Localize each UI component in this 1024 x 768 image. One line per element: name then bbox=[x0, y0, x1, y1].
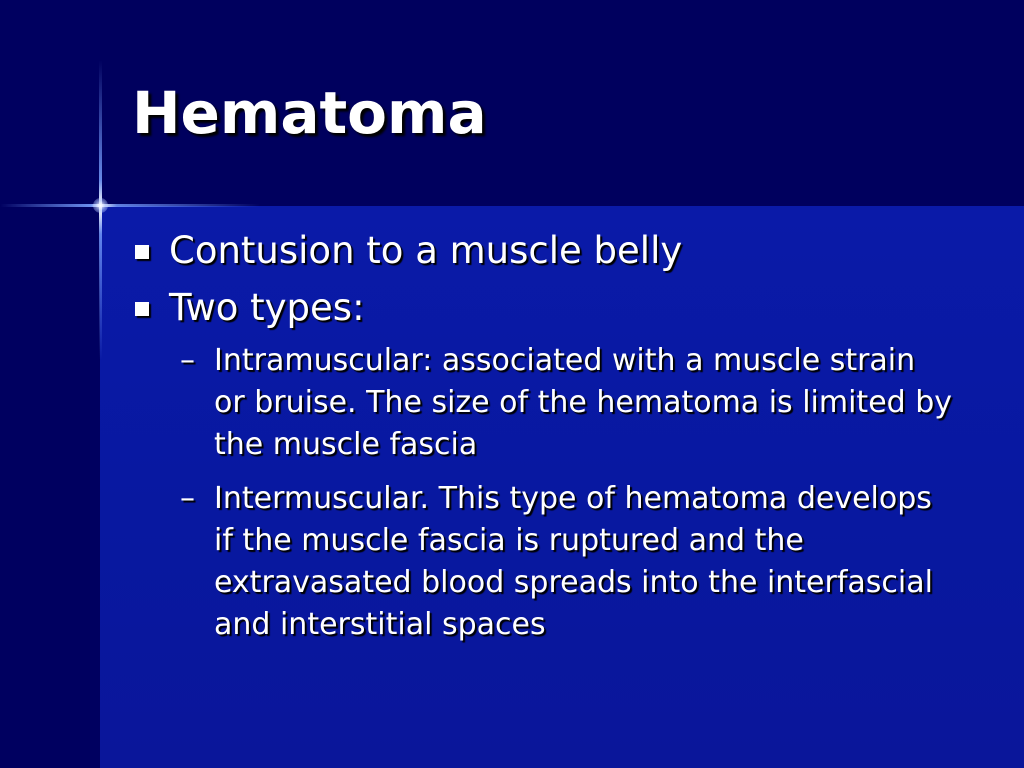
bullet-text: Two types: bbox=[169, 286, 365, 329]
square-bullet-icon bbox=[135, 302, 149, 316]
sub-bullet-text: Intermuscular. This type of hematoma develops if the muscle fascia is ruptured and the extravasated blood spreads into the interfascial and interstitial spaces bbox=[214, 481, 933, 642]
slide-body bbox=[132, 228, 992, 658]
dash-marker: – bbox=[180, 481, 195, 516]
sub-bullet-item bbox=[132, 340, 954, 466]
sub-bullet-list bbox=[132, 340, 992, 646]
bullet-item bbox=[132, 228, 992, 273]
bullet-item bbox=[132, 285, 992, 330]
sparkle-star-icon bbox=[93, 198, 108, 213]
dash-marker: – bbox=[180, 343, 195, 378]
slide-title: Hematoma bbox=[132, 79, 487, 147]
sparkle-horizontal-line bbox=[0, 204, 260, 207]
square-bullet-icon bbox=[135, 245, 149, 259]
bullet-text: Contusion to a muscle belly bbox=[169, 229, 683, 272]
sub-bullet-item bbox=[132, 478, 954, 646]
left-band bbox=[0, 0, 100, 768]
sub-bullet-text: Intramuscular: associated with a muscle strain or bruise. The size of the hematoma is limited by the muscle fascia bbox=[214, 343, 953, 462]
